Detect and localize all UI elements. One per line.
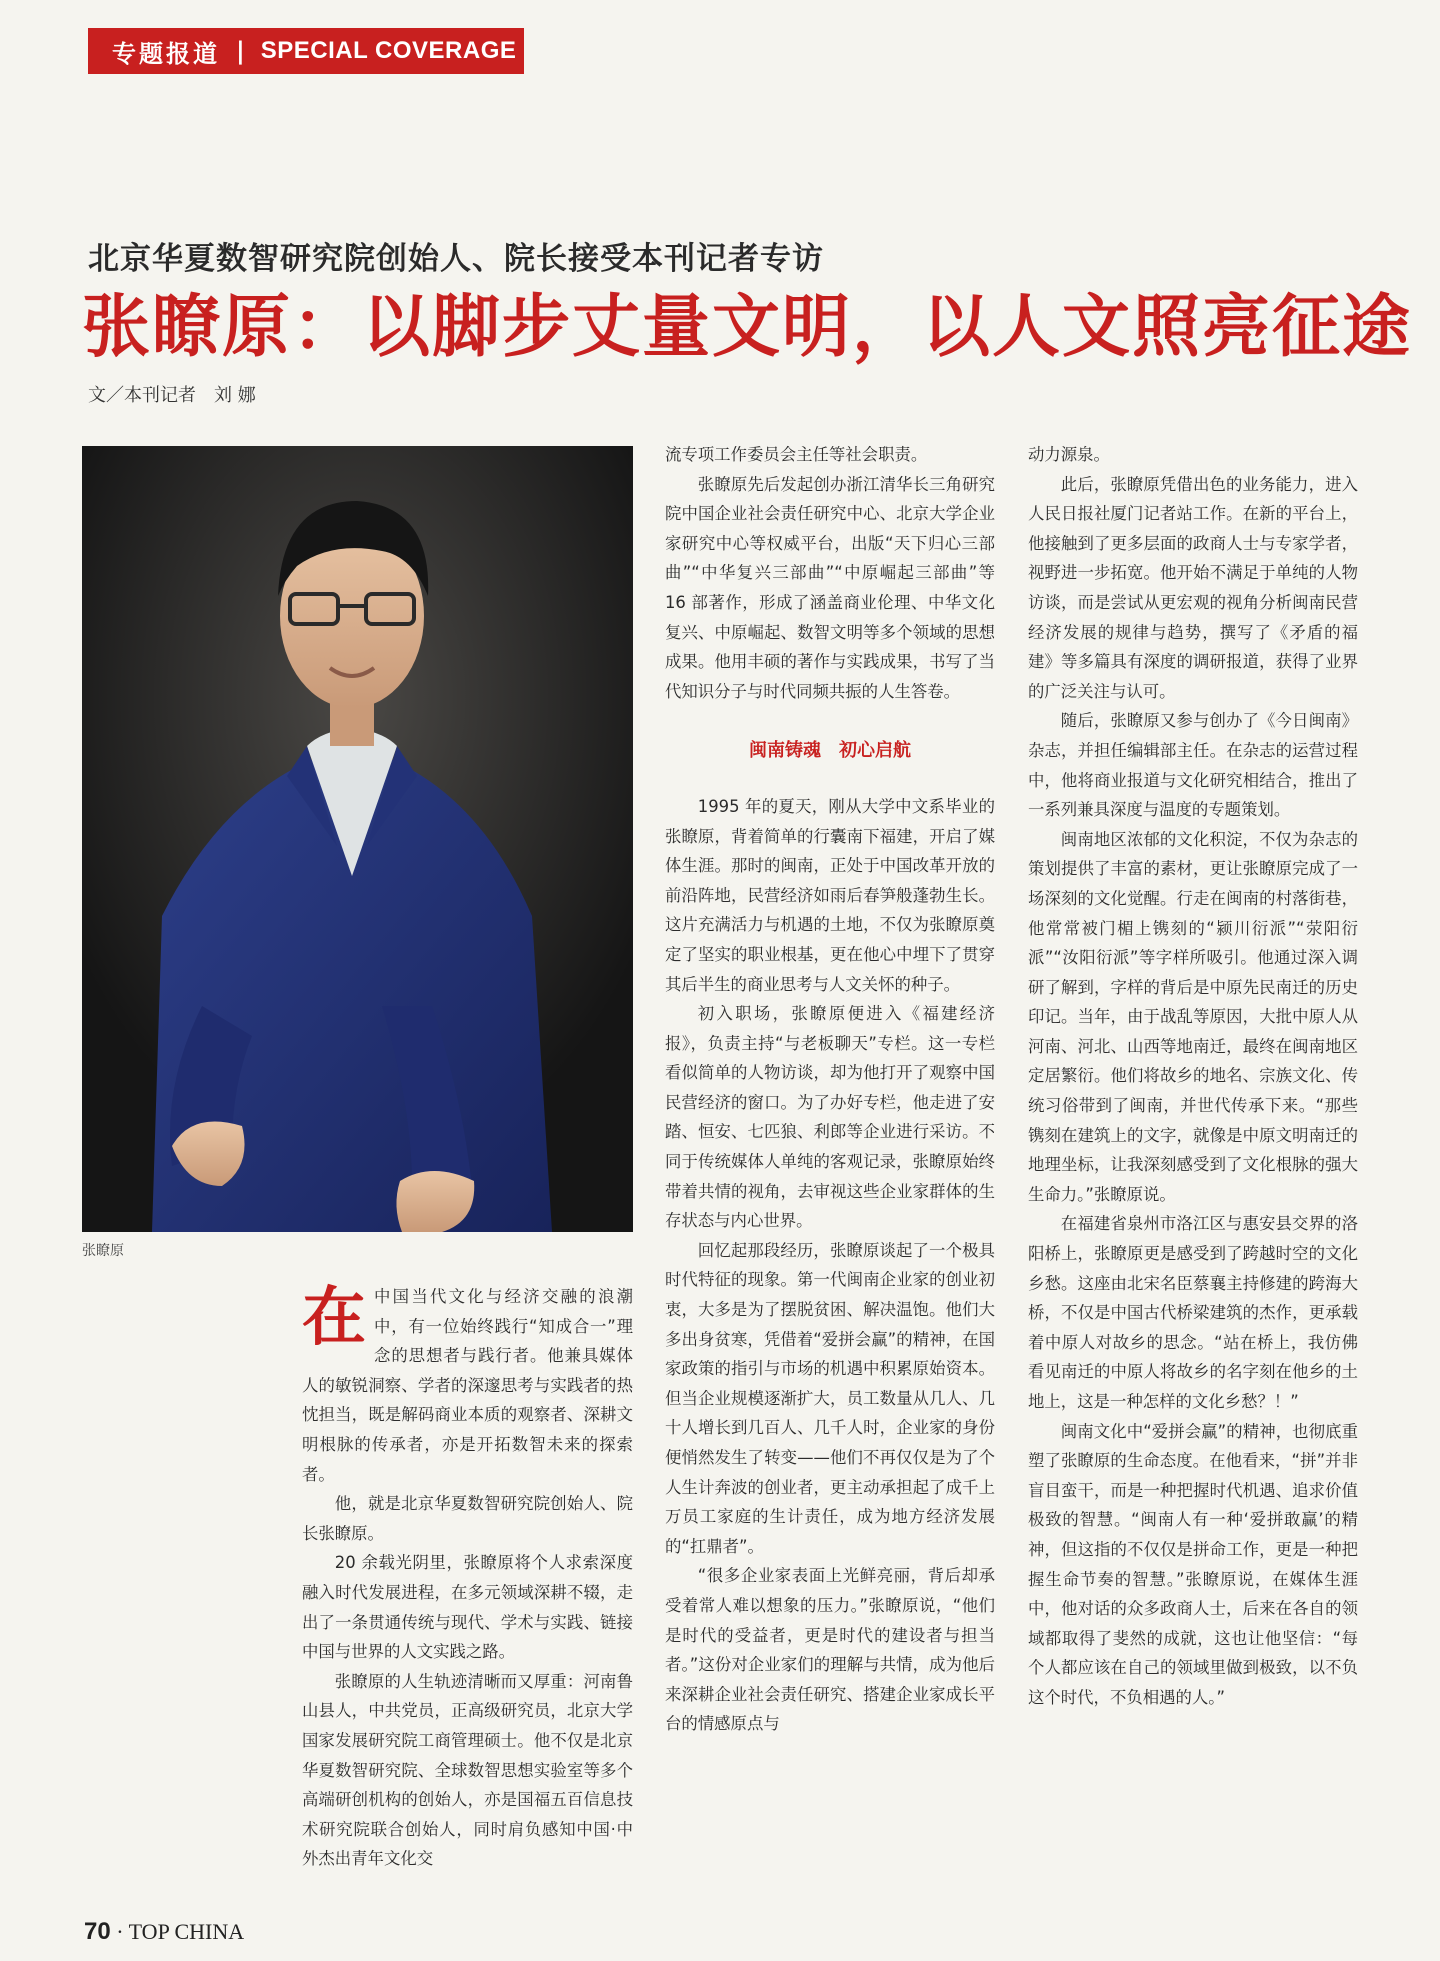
section-banner [88,28,524,74]
page-footer [84,1918,244,1946]
page-number: 70 [84,1918,111,1945]
magazine-name: TOP CHINA [128,1919,245,1944]
paragraph: 张瞭原先后发起创办浙江清华长三角研究院中国企业社会责任研究中心、北京大学企业家研究中心等权威平台，出版“天下归心三部曲”“中华复兴三部曲”“中原崛起三部曲”等 16 部著作，形成了涵盖商业伦理、中华文化复兴、中原崛起、数智文明等多个领域的思想成果。他用丰硕的著作与实践成果，书写了当代知识分子与时代同频共振的人生答卷。 [665,474,995,701]
lead-paragraph [302,1282,633,1489]
byline: 文／本刊记者 刘 娜 [88,385,256,406]
paragraph: 此后，张瞭原凭借出色的业务能力，进入人民日报社厦门记者站工作。在新的平台上，他接触到了更多层面的政商人士与专家学者，视野进一步拓宽。他开始不满足于单纯的人物访谈，而是尝试从更宏观的视角分析闽南民营经济发展的规律与趋势，撰写了《矛盾的福建》等多篇具有深度的调研报道，获得了业界的广泛关注与认可。 [1028,474,1358,701]
paragraph: 他，就是北京华夏数智研究院创始人、院长张瞭原。 [302,1494,633,1543]
portrait-photo [82,446,633,1232]
banner-zh: 专题报道 [112,39,220,68]
paragraph: 在福建省泉州市洛江区与惠安县交界的洛阳桥上，张瞭原更是感受到了跨越时空的文化乡愁。这座由北宋名臣蔡襄主持修建的跨海大桥，不仅是中国古代桥梁建筑的杰作，更承载着中原人对故乡的思念。“站在桥上，我仿佛看见南迁的中原人将故乡的名字刻在他乡的土地上，这是一种怎样的文化乡愁？！” [1028,1214,1358,1411]
paragraph: 初入职场，张瞭原便进入《福建经济报》，负责主持“与老板聊天”专栏。这一专栏看似简单的人物访谈，却为他打开了观察中国民营经济的窗口。为了办好专栏，他走进了安踏、恒安、七匹狼、利郎等企业进行采访。不同于传统媒体人单纯的客观记录，张瞭原始终带着共情的视角，去审视这些企业家群体的生存状态与内心世界。 [665,1004,995,1231]
paragraph: “很多企业家表面上光鲜亮丽，背后却承受着常人难以想象的压力。”张瞭原说，“他们是时代的受益者，更是时代的建设者与担当者。”这份对企业家们的理解与共情，成为他后来深耕企业社会责任研究、搭建企业家成长平台的情感原点与 [665,1566,995,1734]
paragraph: 张瞭原的人生轨迹清晰而又厚重：河南鲁山县人，中共党员，正高级研究员，北京大学国家发展研究院工商管理硕士。他不仅是北京华夏数智研究院、全球数智思想实验室等多个高端研创机构的创始人，亦是国福五百信息技术研究院联合创始人，同时肩负感知中国·中外杰出青年文化交 [302,1671,633,1869]
banner-en: SPECIAL COVERAGE [260,37,517,64]
section-heading: 闽南铸魂 初心启航 [749,740,911,762]
paragraph: 1995 年的夏天，刚从大学中文系毕业的张瞭原，背着简单的行囊南下福建，开启了媒体生涯。那时的闽南，正处于中国改革开放的前沿阵地，民营经济如雨后春笋般蓬勃生长。这片充满活力与机遇的土地，不仅为张瞭原奠定了坚实的职业根基，更在他心中埋下了贯穿其后半生的商业思考与人文关怀的种子。 [665,796,995,994]
drop-cap: 在 [302,1281,366,1355]
paragraph: 回忆起那段经历，张瞭原谈起了一个极具时代特征的现象。第一代闽南企业家的创业初衷，大多是为了摆脱贫困、解决温饱。他们大多出身贫寒，凭借着“爱拼会赢”的精神，在国家政策的指引与市场的机遇中积累原始资本。但当企业规模逐渐扩大，员工数量从几人、几十人增长到几百人、几千人时，企业家的身份便悄然发生了转变——他们不再仅仅是为了个人生计奔波的创业者，更主动承担起了成千上万员工家庭的生计责任，成为地方经济发展的“扛鼎者”。 [665,1240,995,1556]
banner-separator: | [236,37,245,65]
footer-separator: · [116,1919,124,1944]
paragraph: 闽南文化中“爱拼会赢”的精神，也彻底重塑了张瞭原的生命态度。在他看来，“拼”并非盲目蛮干，而是一种把握时代机遇、追求价值极致的智慧。“闽南人有一种‘爱拼敢赢’的精神，但这指的不仅仅是拼命工作，更是一种把握生命节奏的智慧。”张瞭原说，在媒体生涯中，他对话的众多政商人士，后来在各自的领域都取得了斐然的成就，这也让他坚信：“每个人都应该在自己的领域里做到极致，以不负这个时代，不负相遇的人。” [1028,1421,1358,1707]
column-3 [1028,440,1358,1713]
paragraph-continued: 动力源泉。 [1028,445,1110,464]
paragraph: 20 余载光阴里，张瞭原将个人求索深度融入时代发展进程，在多元领域深耕不辍，走出了一条贯通传统与现代、学术与实践、链接中国与世界的人文实践之路。 [302,1553,633,1662]
paragraph-continued: 流专项工作委员会主任等社会职责。 [665,445,928,464]
photo-caption: 张瞭原 [82,1243,124,1259]
paragraph: 闽南地区浓郁的文化积淀，不仅为杂志的策划提供了丰富的素材，更让张瞭原完成了一场深刻的文化觉醒。行走在闽南的村落街巷，他常常被门楣上镌刻的“颍川衍派”“荥阳衍派”“汝阳衍派”等字样所吸引。他通过深入调研了解到，字样的背后是中原先民南迁的历史印记。当年，由于战乱等原因，大批中原人从河南、河北、山西等地南迁，最终在闽南地区定居繁衍。他们将故乡的地名、宗族文化、传统习俗带到了闽南，并世代传承下来。“那些镌刻在建筑上的文字，就像是中原文明南迁的地理坐标，让我深刻感受到了文化根脉的强大生命力。”张瞭原说。 [1028,829,1358,1204]
article-headline: 张瞭原：以脚步丈量文明，以人文照亮征途 [82,288,1413,367]
article-subtitle: 北京华夏数智研究院创始人、院长接受本刊记者专访 [88,241,824,277]
column-1 [302,1282,633,1874]
column-2 [665,440,995,1739]
portrait-illustration [82,446,633,1232]
paragraph: 随后，张瞭原又参与创办了《今日闽南》杂志，并担任编辑部主任。在杂志的运营过程中，他将商业报道与文化研究相结合，推出了一系列兼具深度与温度的专题策划。 [1028,711,1358,820]
lead-paragraph-text: 中国当代文化与经济交融的浪潮中，有一位始终践行“知成合一”理念的思想者与践行者。他兼具媒体人的敏锐洞察、学者的深邃思考与实践者的热忱担当，既是解码商业本质的观察者、深耕文明根脉的传承者，亦是开拓数智未来的探索者。 [302,1287,633,1484]
